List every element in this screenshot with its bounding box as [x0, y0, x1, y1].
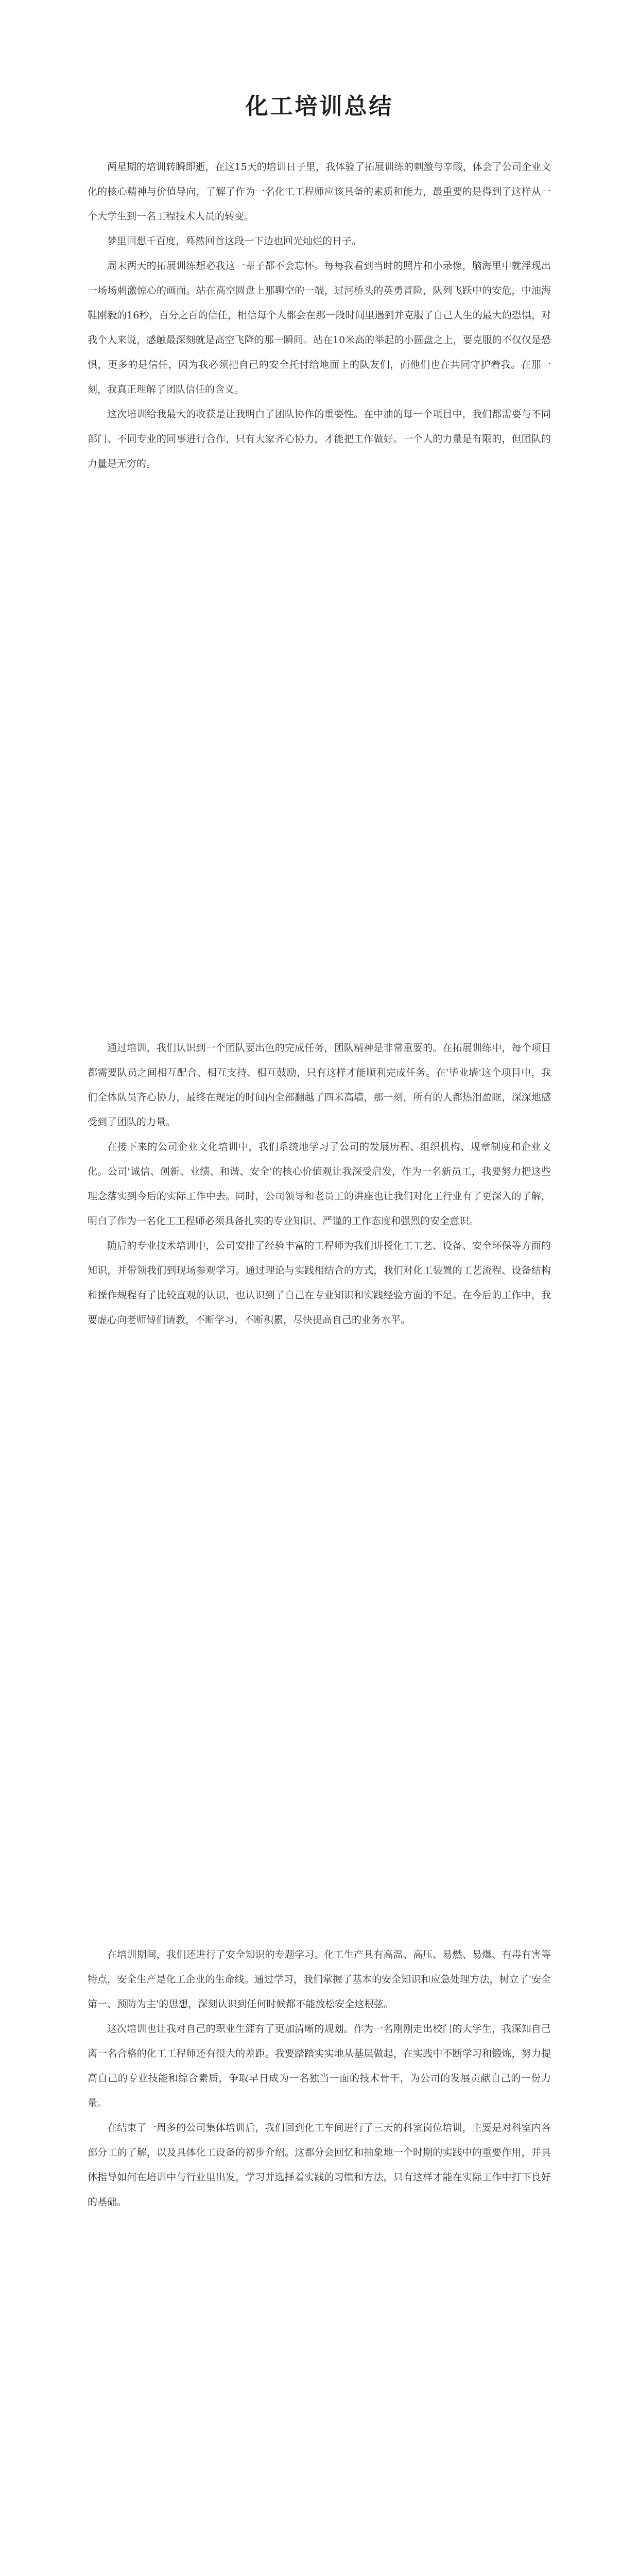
- paragraph: 梦里回想千百度，蓦然回首这段一下边也回光灿烂的日子。: [107, 235, 362, 247]
- paragraph: 通过培训，我们认识到一个团队要出色的完成任务，团队精神是非常重要的。在拓展训练中，每个项目都需要队员之间相互配合、相互支持、相互鼓励，只有这样才能顺利完成任务。在'毕业墙'这个项目中，我们全体队员齐心协力，最终在规定的时间内全部翻越了四米高墙，那一刻，所有的人都热泪盈眶，深深地感受到了团队的力量。: [88, 1042, 551, 1128]
- text-block-3: [88, 1942, 551, 2214]
- text-block-1: [88, 155, 551, 476]
- paragraph: 这次培训也让我对自己的职业生涯有了更加清晰的规划。作为一名刚刚走出校门的大学生，我深知自己离一名合格的化工工程师还有很大的差距。我要踏踏实实地从基层做起，在实践中不断学习和锻炼，努力提高自己的专业技能和综合素质，争取早日成为一名独当一面的技术骨干，为公司的发展贡献自己的一份力量。: [88, 2023, 551, 2109]
- paragraph: 在培训期间，我们还进行了安全知识的专题学习。化工生产具有高温、高压、易燃、易爆、有毒有害等特点，安全生产是化工企业的生命线。通过学习，我们掌握了基本的安全知识和应急处理方法，树立了'安全第一、预防为主'的思想，深刻认识到任何时候都不能放松安全这根弦。: [88, 1949, 551, 2010]
- paragraph: 随后的专业技术培训中，公司安排了经验丰富的工程师为我们讲授化工工艺、设备、安全环保等方面的知识，并带领我们到现场参观学习。通过理论与实践相结合的方式，我们对化工装置的工艺流程、设备结构和操作规程有了比较直观的认识，也认识到了自己在专业知识和实践经验方面的不足。在今后的工作中，我要虚心向老师傅们请教，不断学习，不断积累，尽快提高自己的业务水平。: [88, 1240, 551, 1326]
- paragraph: 在结束了一周多的公司集体培训后，我们回到化工车间进行了三天的科室岗位培训，主要是对科室内各部分工的了解，以及具体化工设备的初步介绍。这都分会回忆和抽象地一个时期的实践中的重要作用，并具体指导如何在培训中与行业里出发，学习并选择着实践的习惯和方法，只有这样才能在实际工作中打下良好的基础。: [88, 2122, 551, 2208]
- text-block-2: [88, 1036, 551, 1332]
- document-title: 化工培训总结: [245, 93, 394, 120]
- paragraph: 在接下来的公司企业文化培训中，我们系统地学习了公司的发展历程、组织机构、规章制度和企业文化。公司'诚信、创新、业绩、和谐、安全'的核心价值观让我深受启发，作为一名新员工，我要努力把这些理念落实到今后的实际工作中去。同时，公司领导和老员工的讲座也让我们对化工行业有了更深入的了解，明白了作为一名化工工程师必须具备扎实的专业知识、严谨的工作态度和强烈的安全意识。: [88, 1141, 551, 1227]
- paragraph: 两星期的培训转瞬即逝，在这15天的培训日子里，我体验了拓展训练的刺激与辛酸，体会了公司企业文化的核心精神与价值导向，了解了作为一名化工工程师应该具备的素质和能力，最重要的是得到了这样从一个大学生到一名工程技术人员的转变。: [88, 161, 551, 222]
- paragraph: 周末两天的拓展训练想必我这一辈子都不会忘怀。每每我看到当时的照片和小录像，脑海里中就浮现出一场场刺激惊心的画面。站在高空圆盘上那聊空的一端，过河桥头的英勇冒险，队列飞跃中的安危，中油海鞋刚毅的16秒，百分之百的信任，相信每个人都会在那一段时间里遇到并克服了自己人生的最大的恐惧，对我个人来说，感触最深刻就是高空飞降的那一瞬间。站在10米高的举起的小圆盘之上，要克服的不仅仅是恐惧，更多的是信任，因为我必须把自己的安全托付给地面上的队友们，而他们也在共同守护着我。在那一刻，我真正理解了团队信任的含义。: [88, 260, 551, 395]
- paragraph: 这次培训给我最大的收获是让我明白了团队协作的重要性。在中油的每一个项目中，我们都需要与不同部门、不同专业的同事进行合作，只有大家齐心协力，才能把工作做好。一个人的力量是有限的，但团队的力量是无穷的。: [88, 409, 551, 469]
